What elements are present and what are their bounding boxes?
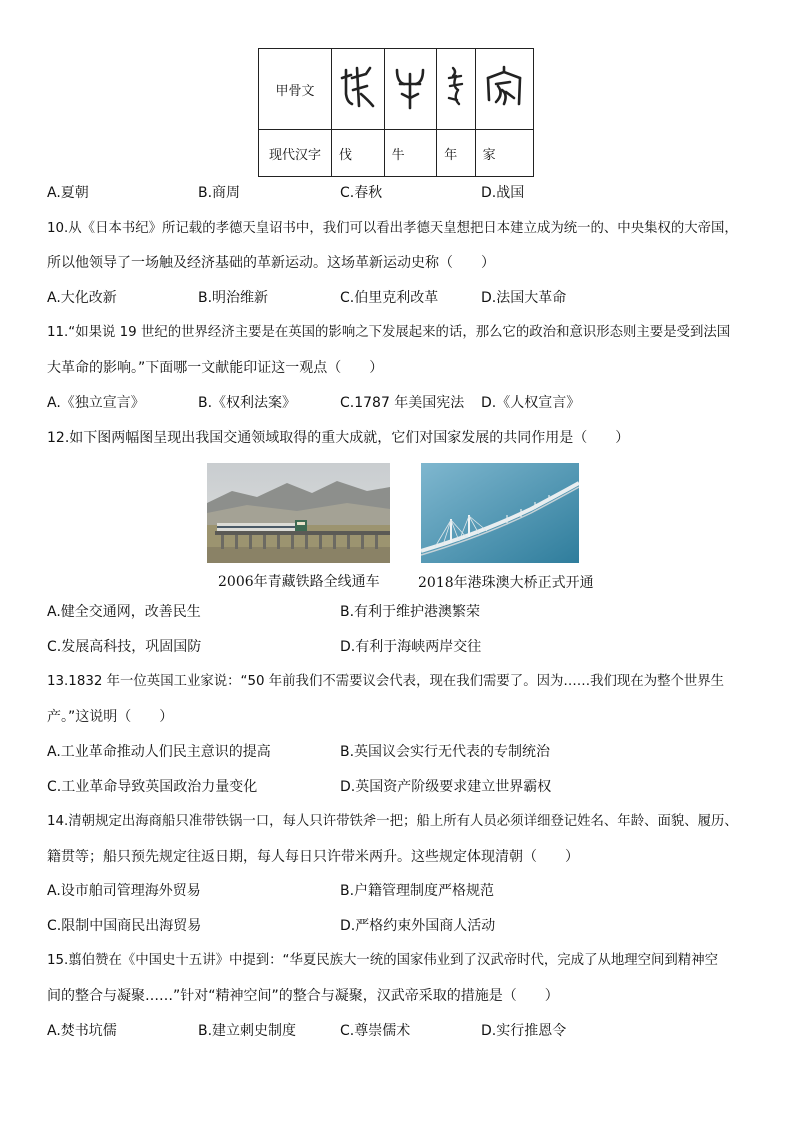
modern-row (259, 130, 534, 177)
q15-option-a[interactable]: A.焚书坑儒 (47, 1023, 117, 1039)
hzmb-bridge-photo (421, 463, 579, 563)
q13-option-d[interactable]: D.英国资产阶级要求建立世界霸权 (340, 779, 552, 795)
q15-option-b[interactable]: B.建立刺史制度 (198, 1023, 297, 1039)
q15-option-c[interactable]: C.尊崇儒术 (340, 1023, 411, 1039)
q12-option-d[interactable]: D.有利于海峡两岸交往 (340, 639, 482, 655)
oracle-bone-table (258, 48, 534, 177)
q13-option-a[interactable]: A.工业革命推动人们民主意识的提高 (47, 744, 271, 760)
q12-option-b[interactable]: B.有利于维护港澳繁荣 (340, 604, 481, 620)
oracle-jia-icon (475, 49, 533, 130)
modern-row-header: 现代汉字 (259, 130, 332, 177)
oracle-niu-icon (384, 49, 437, 130)
q11-option-b[interactable]: B.《权利法案》 (198, 395, 297, 411)
q11-option-c[interactable]: C.1787 年美国宪法 (340, 395, 465, 411)
bridge-photo-caption: 2018年港珠澳大桥正式开通 (418, 575, 594, 591)
q12-stem-line1: 12.如下图两幅图呈现出我国交通领域取得的重大成就，它们对国家发展的共同作用是（ ） (47, 430, 630, 446)
q10-option-c[interactable]: C.伯里克利改革 (340, 290, 439, 306)
q15-stem-line2: 间的整合与凝聚……”针对“精神空间”的整合与凝聚，汉武帝采取的措施是（ ） (47, 988, 559, 1004)
q14-option-a[interactable]: A.设市舶司管理海外贸易 (47, 883, 201, 899)
q15-stem-line1: 15.翦伯赞在《中国史十五讲》中提到：“华夏民族大一统的国家伟业到了汉武帝时代，完成了从地理空间到精神空 (47, 953, 718, 968)
oracle-row-header: 甲骨文 (259, 49, 332, 130)
q9-option-d[interactable]: D.战国 (481, 185, 525, 201)
q9-option-a[interactable]: A.夏朝 (47, 185, 89, 201)
oracle-nian-icon (437, 49, 475, 130)
q13-stem-line2: 产。”这说明（ ） (47, 709, 174, 725)
q9-option-c[interactable]: C.春秋 (340, 185, 383, 201)
oracle-fa-icon (332, 49, 385, 130)
q12-option-a[interactable]: A.健全交通网，改善民生 (47, 604, 201, 620)
railway-photo-caption: 2006年青藏铁路全线通车 (218, 574, 380, 590)
q10-option-b[interactable]: B.明治维新 (198, 290, 269, 306)
q14-option-d[interactable]: D.严格约束外国商人活动 (340, 918, 496, 934)
q10-stem-line1: 10.从《日本书纪》所记载的孝德天皇诏书中，我们可以看出孝德天皇想把日本建立成为统一的、中央集权的大帝国， (47, 221, 738, 236)
q10-option-d[interactable]: D.法国大革命 (481, 290, 567, 306)
q10-option-a[interactable]: A.大化改新 (47, 290, 117, 306)
q11-stem-line2: 大革命的影响。”下面哪一文献能印证这一观点（ ） (47, 360, 384, 376)
modern-char: 年 (437, 130, 475, 177)
q14-stem-line2: 籍贯等；船只预先规定往返日期，每人每日只许带米两升。这些规定体现清朝（ ） (47, 849, 579, 865)
q15-option-d[interactable]: D.实行推恩令 (481, 1023, 567, 1039)
q13-stem-line1: 13.1832 年一位英国工业家说：“50 年前我们不需要议会代表，现在我们需要了。因为……我们现在为整个世界生 (47, 674, 725, 689)
q11-option-d[interactable]: D.《人权宣言》 (481, 395, 581, 411)
q14-stem-line1: 14.清朝规定出海商船只准带铁锅一口，每人只许带铁斧一把；船上所有人员必须详细登记姓名、年龄、面貌、履历、 (47, 814, 738, 829)
modern-char: 伐 (332, 130, 385, 177)
q13-option-c[interactable]: C.工业革命导致英国政治力量变化 (47, 779, 258, 795)
modern-char: 家 (475, 130, 533, 177)
modern-char: 牛 (384, 130, 437, 177)
q14-option-c[interactable]: C.限制中国商民出海贸易 (47, 918, 202, 934)
q13-option-b[interactable]: B.英国议会实行无代表的专制统治 (340, 744, 551, 760)
q10-stem-line2: 所以他领导了一场触及经济基础的革新运动。这场革新运动史称（ ） (47, 255, 495, 271)
q14-option-b[interactable]: B.户籍管理制度严格规范 (340, 883, 495, 899)
q11-stem-line1: 11.“如果说 19 世纪的世界经济主要是在英国的影响之下发展起来的话，那么它的政治和意识形态则主要是受到法国 (47, 325, 731, 340)
oracle-row (259, 49, 534, 130)
q9-option-b[interactable]: B.商周 (198, 185, 241, 201)
qinghai-tibet-railway-photo (207, 463, 390, 563)
q11-option-a[interactable]: A.《独立宣言》 (47, 395, 145, 411)
q12-option-c[interactable]: C.发展高科技，巩固国防 (47, 639, 202, 655)
